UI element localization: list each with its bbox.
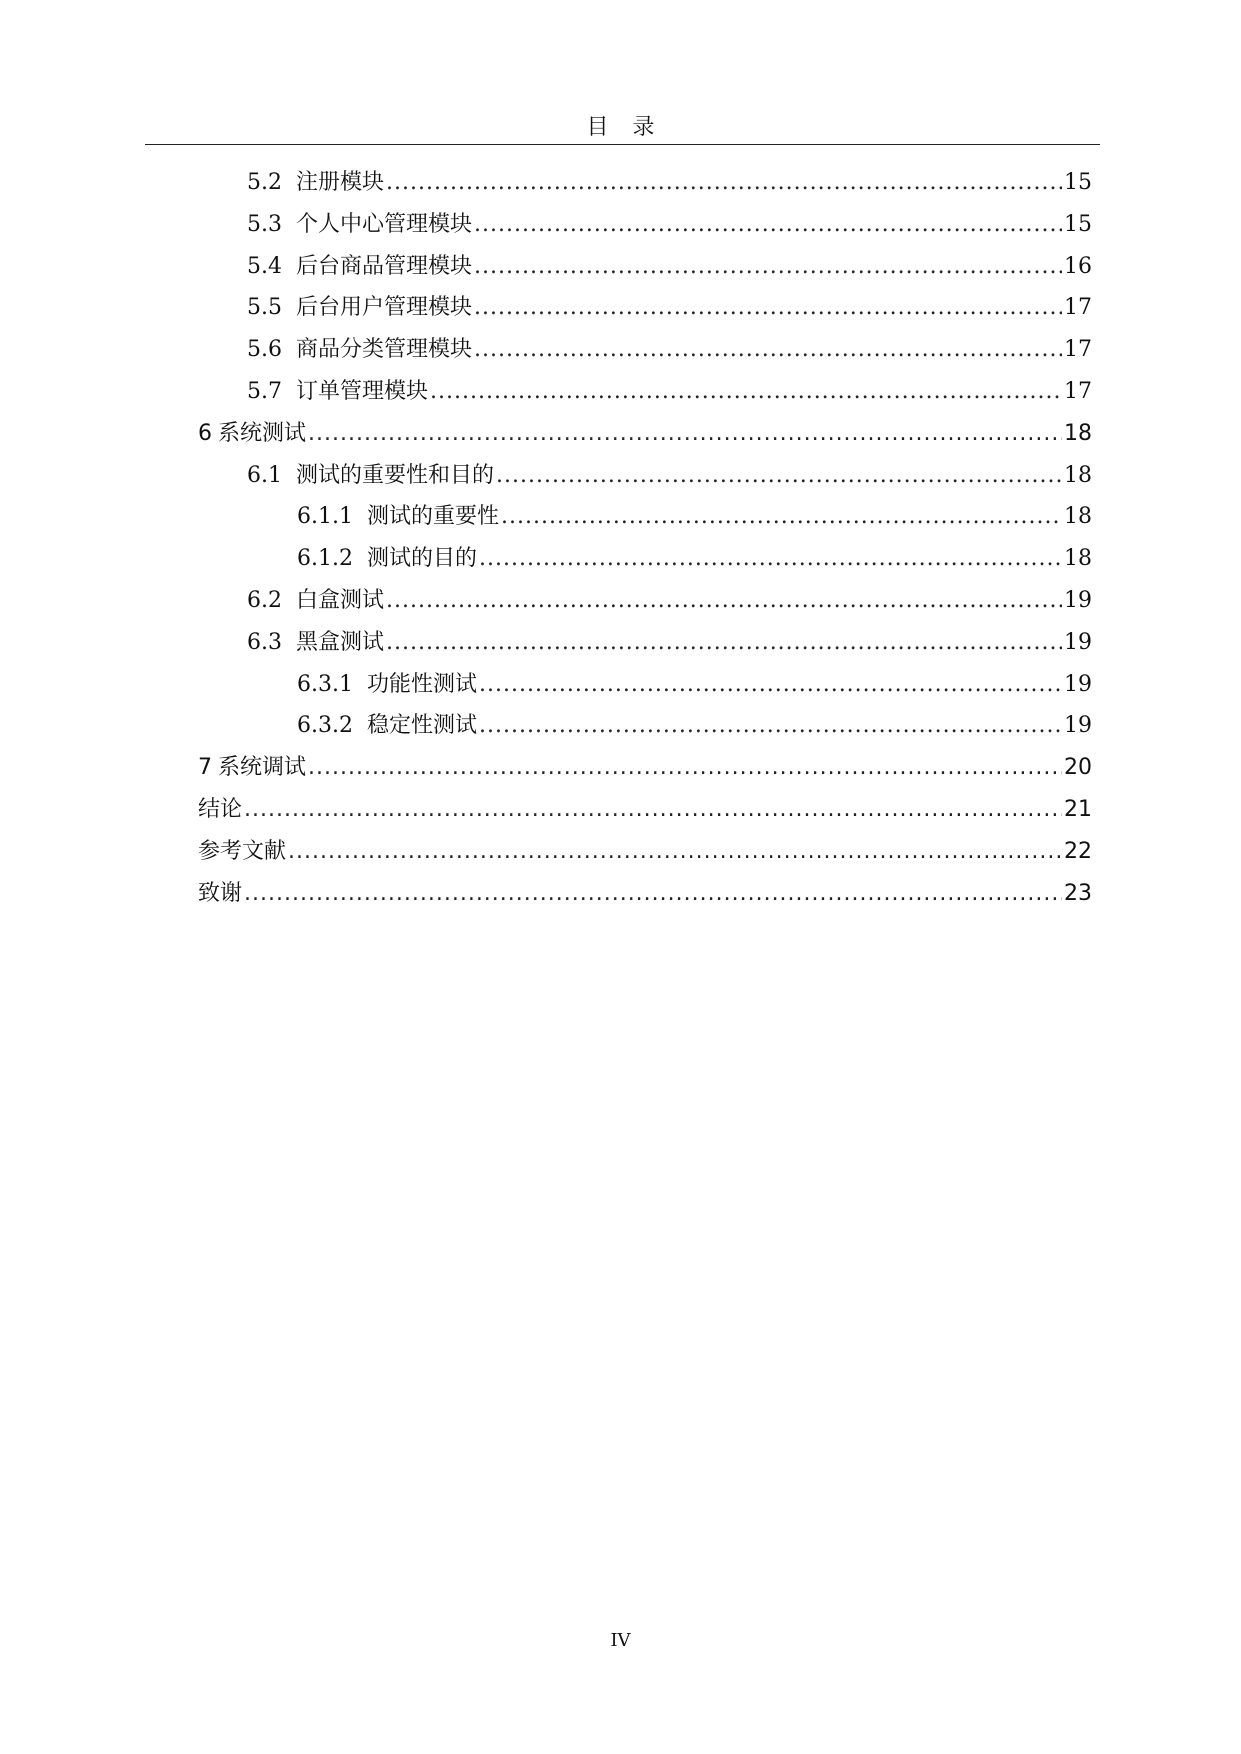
toc-entry-page: 18 [1064,463,1092,488]
toc-entry-label [247,290,472,321]
toc-entry-title: 订单管理模块 [296,379,429,404]
toc-entry-page: 19 [1064,630,1092,655]
toc-entry-number: 6.1.2 [297,546,353,571]
toc-entry-page: 19 [1064,588,1092,613]
toc-entry-label [247,332,472,363]
toc-entry[interactable] [247,290,1092,326]
toc-entry[interactable] [247,583,1092,619]
toc-entry[interactable] [297,541,1092,577]
toc-entry[interactable] [297,667,1092,703]
toc-entry-label [198,876,242,907]
toc-entry-number: 5.3 [247,212,282,237]
toc-entry-page: 16 [1064,254,1092,279]
toc-entry-title: 系统调试 [218,755,307,780]
toc-entry-label [297,541,477,572]
toc-entry-label [198,416,306,447]
toc-entry-title: 个人中心管理模块 [296,212,473,237]
toc-entry-number: 5.6 [247,337,282,362]
header-divider [145,144,1100,145]
toc-dot-leader [308,755,1062,780]
toc-entry-title: 注册模块 [296,170,385,195]
toc-entry-label [247,458,494,489]
toc-entry-title: 功能性测试 [366,672,477,697]
toc-entry-label [247,249,472,280]
toc-entry[interactable] [198,792,1092,828]
toc-entry-page: 15 [1064,212,1092,237]
toc-entry-label [247,374,428,405]
toc-entry-title: 测试的目的 [366,546,477,571]
toc-entry-label [198,750,306,781]
toc-dot-leader [496,463,1062,488]
page-title-part1: 目 [586,115,609,140]
toc-entry[interactable] [247,165,1092,201]
toc-dot-leader [386,630,1062,655]
toc-entry-label [198,834,286,865]
toc-entry[interactable] [247,625,1092,661]
toc-entry[interactable] [198,876,1092,912]
toc-entry-number: 7 [198,755,212,780]
toc-entry[interactable] [247,332,1092,368]
toc-entry-page: 18 [1064,546,1092,571]
toc-entry-label [297,667,477,698]
toc-entry-title: 后台商品管理模块 [296,254,473,279]
toc-entry-number: 5.7 [247,379,282,404]
toc-entry-page: 20 [1064,755,1092,780]
toc-dot-leader [474,337,1062,362]
toc-entry-page: 19 [1064,713,1092,738]
toc-entry-number: 5.2 [247,170,282,195]
toc-entry-number: 6.3.2 [297,713,353,738]
toc-entry[interactable] [247,374,1092,410]
toc-entry-page: 17 [1064,379,1092,404]
toc-entry-title: 结论 [198,797,243,822]
toc-dot-leader [501,504,1062,529]
toc-dot-leader [308,421,1062,446]
toc-entry-page: 23 [1064,881,1092,906]
toc-entry-label [247,207,472,238]
toc-entry-title: 致谢 [198,881,243,906]
footer-page-number: IV [610,1630,631,1651]
toc-dot-leader [244,881,1062,906]
toc-entry-title: 测试的重要性 [366,504,499,529]
toc-entry-label [297,708,477,739]
toc-entry-page: 17 [1064,295,1092,320]
toc-entry-number: 5.4 [247,254,282,279]
toc-entry[interactable] [247,249,1092,285]
toc-entry-title: 稳定性测试 [366,713,477,738]
toc-dot-leader [479,546,1062,571]
toc-entry-label [247,165,384,196]
toc-entry-page: 17 [1064,337,1092,362]
toc-entry-page: 19 [1064,672,1092,697]
toc-dot-leader [479,672,1062,697]
toc-entry-title: 测试的重要性和目的 [296,463,495,488]
toc-dot-leader [386,588,1062,613]
toc-entry-number: 6.1.1 [297,504,353,529]
toc-entry[interactable] [247,458,1092,494]
toc-entry[interactable] [297,708,1092,744]
toc-dot-leader [244,797,1062,822]
toc-entry-label [297,499,499,530]
toc-dot-leader [386,170,1062,195]
toc-entry-label [247,583,384,614]
toc-dot-leader [288,839,1062,864]
toc-entry-title: 参考文献 [198,839,287,864]
toc-dot-leader [474,212,1062,237]
toc-entry[interactable] [247,207,1092,243]
toc-entry-title: 白盒测试 [296,588,385,613]
toc-entry-number: 6 [198,421,212,446]
toc-entry[interactable] [198,750,1092,786]
toc-dot-leader [479,713,1062,738]
toc-entry-page: 22 [1064,839,1092,864]
toc-entry[interactable] [297,499,1092,535]
toc-entry-page: 18 [1064,504,1092,529]
toc-entry-label [198,792,242,823]
toc-entry-number: 6.2 [247,588,282,613]
toc-dot-leader [430,379,1062,404]
toc-entry-number: 6.1 [247,463,282,488]
toc-entry[interactable] [198,834,1092,870]
toc-dot-leader [474,254,1062,279]
toc-entry-title: 商品分类管理模块 [296,337,473,362]
toc-entry-number: 6.3 [247,630,282,655]
toc-dot-leader [474,295,1062,320]
toc-entry-page: 18 [1064,421,1092,446]
toc-entry[interactable] [198,416,1092,452]
toc-entry-label [247,625,384,656]
toc-entry-title: 系统测试 [218,421,307,446]
toc-entry-page: 15 [1064,170,1092,195]
page-title-part2: 录 [632,115,655,140]
page-title [0,110,1241,141]
toc-entry-title: 黑盒测试 [296,630,385,655]
toc-entry-number: 5.5 [247,295,282,320]
toc-entry-title: 后台用户管理模块 [296,295,473,320]
toc-entry-page: 21 [1064,797,1092,822]
toc-entry-number: 6.3.1 [297,672,353,697]
